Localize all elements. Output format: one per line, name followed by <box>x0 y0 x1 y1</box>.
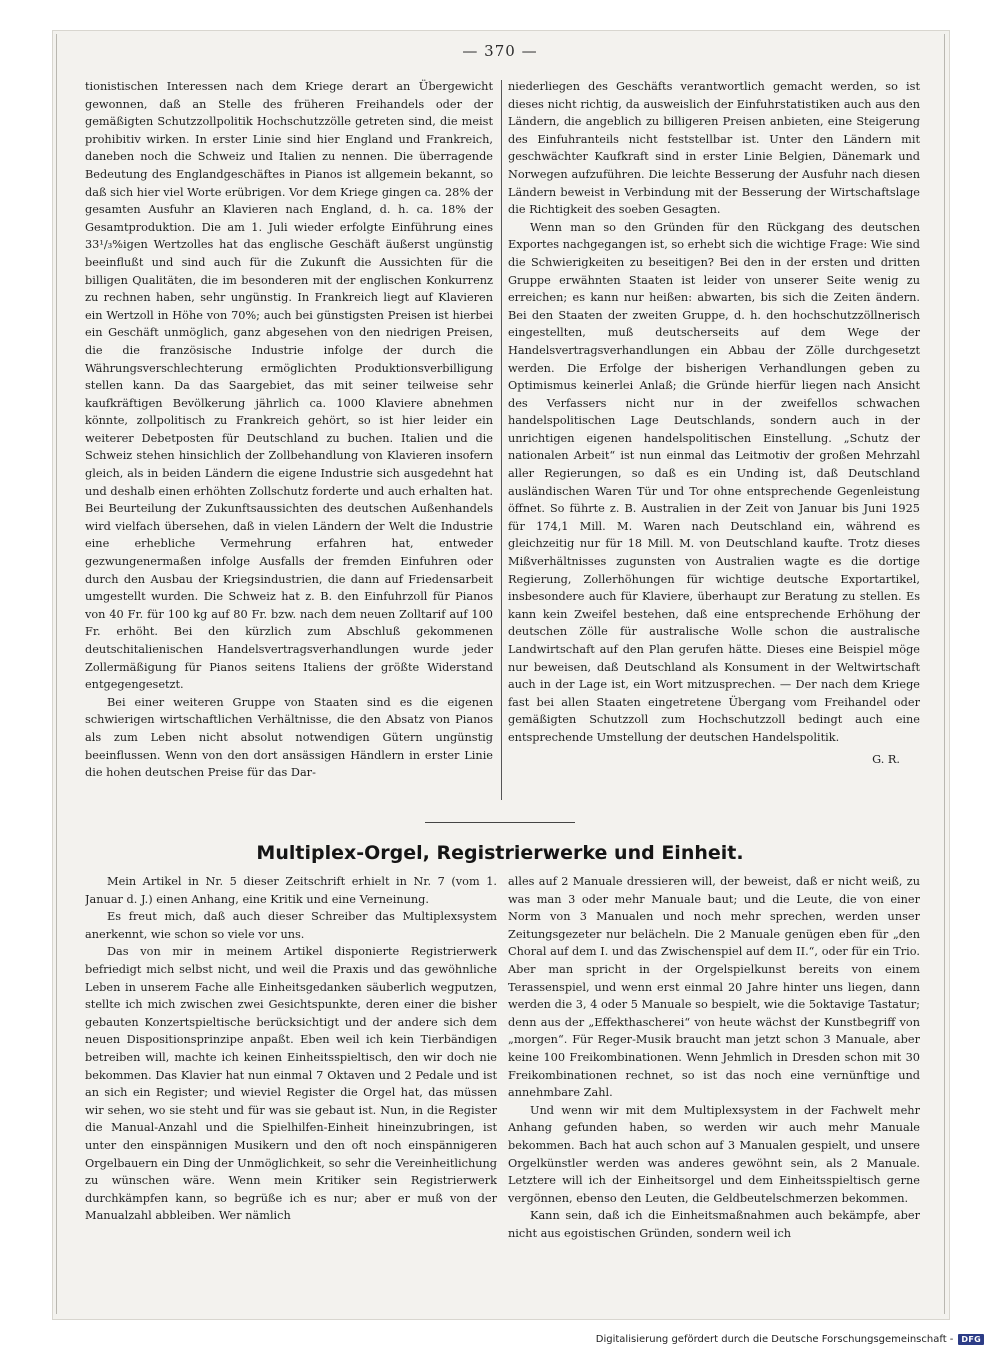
paragraph: Mein Artikel in Nr. 5 dieser Zeitschrift erhielt in Nr. 7 (vom 1. Januar d. J.) einen Anhang, eine Kritik und eine Verneinung. <box>85 875 497 906</box>
column-divider <box>501 80 502 800</box>
top-left-column <box>85 78 493 808</box>
section-rule <box>425 822 575 823</box>
paragraph: Bei einer weiteren Gruppe von Staaten sind es die eigenen schwierigen wirtschaftlichen Verhältnisse, die den Absatz von Pianos als zum Leben nicht absolut notwendigen Gütern ungünstig beeinflussen. Wenn von den dort ansässigen Händlern in erster Linie die hohen deutschen Preise für das Dar- <box>85 695 493 780</box>
signature: G. R. <box>872 752 900 766</box>
bottom-right-column <box>508 873 920 1263</box>
footer-text: Digitalisierung gefördert durch die Deutsche Forschungsgemeinschaft - <box>595 1334 954 1345</box>
article-title: Multiplex-Orgel, Registrierwerke und Einheit. <box>256 842 744 864</box>
footer <box>596 1334 984 1345</box>
page-edge-right <box>944 34 945 1314</box>
page-number: — 370 — <box>462 42 538 60</box>
bottom-left-column <box>85 873 497 1263</box>
paragraph: tionistischen Interessen nach dem Kriege derart an Übergewicht gewonnen, daß an Stelle des früheren Freihandels oder der gemäßigten Schutzzollpolitik Hochschutzzölle getreten sind, die meist prohibitiv wirken. In erster Linie sind hier England und Frankreich, daneben noch die Schweiz und Italien zu nennen. Die überragende Bedeutung des Englandgeschäftes in Pianos ist allgemein bekannt, so daß sich hier viel Worte erübrigen. Vor dem Kriege gingen ca. 28% der gesamten Ausfuhr an Klavieren nach England, d. h. ca. 18% der Gesamtproduktion. Die am 1. Juli wieder erfolgte Einführung eines 33¹/₃%igen Wertzolles hat das englische Geschäft äußerst ungünstig beeinflußt und sind auch für die Zukunft die Aussichten für die billigen Qualitäten, die im besonderen mit der englischen Konkurrenz zu rechnen haben, sehr ungünstig. In Frankreich liegt auf Klavieren ein Wertzoll in Höhe von 70%; auch bei günstigsten Preisen ist hierbei ein Geschäft unmöglich, ganz abgesehen von den niedrigen Preisen, die die französische Industrie infolge der durch die Währungsverschlechterung ermöglichten Produktionsverbilligung stellen kann. Da das Saargebiet, das mit seiner teilweise sehr kaufkräftigen Bevölkerung jährlich ca. 1000 Klaviere abnehmen könnte, zollpolitisch zu Frankreich gehört, so ist hier leider ein weiterer Debetposten für Deutschland zu buchen. Italien und die Schweiz stehen hinsichlich der Zollbehandlung von Klavieren insofern gleich, als in beiden Ländern die eigene Industrie sich ausgedehnt hat und deshalb einen erhöhten Zollschutz forderte und auch erhalten hat. Bei Beurteilung der Zukunftsaussichten des deutschen Außenhandels wird vielfach übersehen, daß in vielen Ländern der Welt die Industrie eine erhebliche Vermehrung erfahren hat, entweder gezwungenermaßen infolge Ausfalls der fremden Einfuhren oder durch den Ausbau der Kriegsindustrien, die dann auf Friedensarbeit umgestellt wurden. Die Schweiz hat z. B. den Einfuhrzoll für Pianos von 40 Fr. für 100 kg auf 80 Fr. bzw. nach dem neuen Zolltarif auf 100 Fr. erhöht. Bei den kürzlich zum Abschluß gekommenen deutschitalienischen Handelsvertragsverhandlungen wurde jeder Zollermäßigung für Pianos seitens Italiens der größte Widerstand entgegengesetzt. <box>85 80 493 692</box>
paragraph: Das von mir in meinem Artikel disponierte Registrierwerk befriedigt mich selbst nicht, und weil die Praxis und das gewöhnliche Leben in unserem Fache alle Einheitsgedanken säuberlich wegputzen, stellte ich mich zwischen zwei Gesichtspunkte, deren einer die bisher gebauten Konzertspieltische berücksichtigt und der andere sich dem neuen Dispositionsprinzipe anpaßt. Eben weil ich kein Tierbändigen betreiben will, machte ich keinen Einheitsspieltisch, den wir doch nie bekommen. Das Klavier hat nun einmal 7 Oktaven und 2 Pedale und ist an sich ein Register; und wieviel Register die Orgel hat, das müssen wir sehen, wo sie steht und für was sie gebaut ist. Nun, in die Register die Manual-Anzahl und die Spielhilfen-Einheit hineinzubringen, ist unter den einspännigen Musikern und den oft noch einspännigeren Orgelbauern ein Ding der Unmöglichkeit, so sehr die Vereinheitlichung zu wünschen wäre. Wenn mein Kritiker sein Registrierwerk durchkämpfen kann, so begrüße ich es nur; aber er muß von der Manualzahl abbleiben. Wer nämlich <box>85 945 497 1223</box>
paragraph: Es freut mich, daß auch dieser Schreiber das Multiplexsystem anerkennt, wie schon so viele vor uns. <box>85 910 497 941</box>
paragraph: niederliegen des Geschäfts verantwortlich gemacht werden, so ist dieses nicht richtig, da ausweislich der Einfuhrstatistiken auch aus den Ländern, die angeblich zu billigeren Preisen anbieten, eine Steigerung des Einfuhranteils nicht feststellbar ist. Unter den Ländern mit geschwächter Kaufkraft sind in erster Linie Belgien, Dänemark und Norwegen aufzuführen. Die leichte Besserung der Ausfuhr nach diesen Ländern beweist in Verbindung mit der Besserung der Wirtschaftslage die Richtigkeit des soeben Gesagten. <box>508 80 920 217</box>
paragraph: Kann sein, daß ich die Einheitsmaßnahmen auch bekämpfe, aber nicht aus egoistischen Gründen, sondern weil ich <box>508 1209 920 1240</box>
top-right-column <box>508 78 920 813</box>
page-edge-left <box>56 34 57 1314</box>
paragraph: alles auf 2 Manuale dressieren will, der beweist, daß er nicht weiß, zu was man 3 oder mehr Manuale baut; und die Leute, die von einer Norm von 3 Manualen und noch mehr sprechen, werden unser Zeitungsgezeter nur belächeln. Die 2 Manuale genügen eben für „den Choral auf dem I. und das Zwischenspiel auf dem II.“, oder für ein Trio. Aber man spricht in der Orgelspielkunst bereits von einem Terassenspiel, und wenn erst einmal 20 Jahre hinter uns liegen, dann werden die 3, 4 oder 5 Manuale so bespielt, wie die 5oktavige Tastatur; denn aus der „Effekthascherei“ von heute wächst der Kunstbegriff von „morgen“. Für Reger-Musik braucht man jetzt schon 3 Manuale, aber keine 100 Freikombinationen. Wenn Jehmlich in Dresden schon mit 30 Freikombinationen rechnet, so ist das noch eine vernünftige und annehmbare Zahl. <box>508 875 920 1100</box>
paragraph: Und wenn wir mit dem Multiplexsystem in der Fachwelt mehr Anhang gefunden haben, so werden wir auch mehr Manuale bekommen. Bach hat auch schon auf 3 Manualen gespielt, und unsere Orgelkünstler werden was anderes gewöhnt sein, als 2 Manuale. Letztere will ich der Einheitsorgel und dem Einheitsspieltisch gerne vergönnen, ebenso den Leuten, die Geldbeutelschmerzen bekommen. <box>508 1103 920 1205</box>
paragraph: Wenn man so den Gründen für den Rückgang des deutschen Exportes nachgegangen ist, so erhebt sich die wichtige Frage: Wie sind die Schwierigkeiten zu beseitigen? Bei den in der ersten und dritten Gruppe erwähnten Staaten ist leider von unserer Seite wenig zu erreichen; es kann nur heißen: abwarten, bis sich die Zeiten ändern. Bei den Staaten der zweiten Gruppe, d. h. den hochschutzzöllnerisch eingestellten, muß deutscherseits auf dem Wege der Handelsvertragsverhandlungen ein Abbau der Zölle durchgesetzt werden. Die Erfolge der bisherigen Verhandlungen geben zu Optimismus keinerlei Anlaß; die Gründe hierfür liegen nach Ansicht des Verfassers nicht nur in der zweifellos schwachen handelspolitischen Lage Deutschlands, sondern auch in der unrichtigen eigenen handelspolitischen Einstellung. „Schutz der nationalen Arbeit“ ist nun einmal das Leitmotiv der großen Mehrzahl aller Regierungen, so daß es ein Unding ist, daß Deutschland ausländischen Waren Tür und Tor ohne entsprechende Gegenleistung öffnet. So führte z. B. Australien in der Zeit von Januar bis Juni 1925 für 174,1 Mill. M. Waren nach Deutschland ein, während es gleichzeitig nur für 18 Mill. M. von Deutschland kaufte. Trotz dieses Mißverhältnisses zugunsten von Australien wagte es die dortige Regierung, Zollerhöhungen für wichtige deutsche Exportartikel, insbesondere auch für Klaviere, überhaupt zur Beratung zu stellen. Es kann kein Zweifel bestehen, daß eine entsprechende Erhöhung der deutschen Zölle für australische Wolle schon die australische Landwirtschaft auf den Plan gerufen hätte. Dieses eine Beispiel möge nur beweisen, daß Deutschland als Konsument in der Weltwirtschaft auch in der Lage ist, ein Wort mitzusprechen. — Der nach dem Kriege fast bei allen Staaten eingetretene Übergang vom Freihandel oder gemäßigten Schutzzoll zum Hochschutzzoll bedingt auch eine entsprechende Umstellung der deutschen Handelspolitik. <box>508 220 920 744</box>
dfg-logo: DFG <box>958 1334 984 1345</box>
